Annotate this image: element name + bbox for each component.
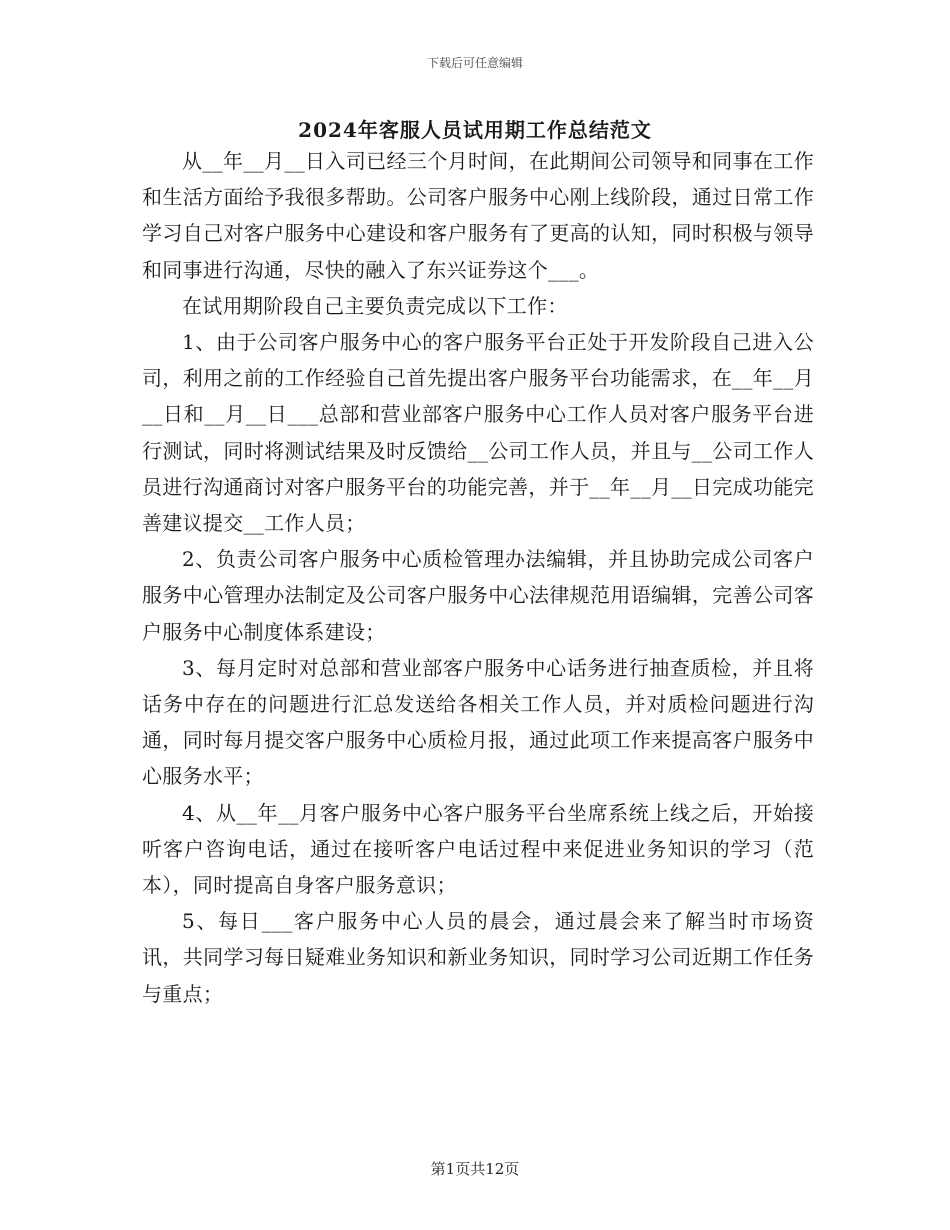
paragraph-duties-lead: 在试用期阶段自己主要负责完成以下工作： bbox=[182, 293, 568, 318]
document-title: 2024年客服人员试用期工作总结范文 bbox=[298, 118, 652, 142]
paragraph-intro: 从__年__月__日入司已经三个月时间，在此期间公司领导和同事在工作和生活方面给予我很多帮助。公司客户服务中心刚上线阶段，通过日常工作学习自己对客户服务中心建设和客户服务有了更高的认知，同时积极与领导和同事进行沟通，尽快的融入了东兴证券这个___。 bbox=[142, 149, 814, 282]
paragraph-item-3: 3、每月定时对总部和营业部客户服务中心话务进行抽查质检，并且将话务中存在的问题进行汇总发送给各相关工作人员，并对质检问题进行沟通，同时每月提交客户服务中心质检月报，通过此项工作来提高客户服务中心服务水平； bbox=[142, 655, 814, 789]
document-body bbox=[142, 143, 814, 1012]
paragraph-item-4: 4、从__年__月客户服务中心客户服务平台坐席系统上线之后，开始接听客户咨询电话，通过在接听客户电话过程中来促进业务知识的学习（范本），同时提高自身客户服务意识； bbox=[142, 800, 814, 898]
paragraph-item-2: 2、负责公司客户服务中心质检管理办法编辑，并且协助完成公司客户服务中心管理办法制定及公司客户服务中心法律规范用语编辑，完善公司客户服务中心制度体系建设； bbox=[142, 547, 814, 644]
page-number: 第1页共12页 bbox=[430, 1160, 520, 1178]
paragraph-item-5: 5、每日___客户服务中心人员的晨会，通过晨会来了解当时市场资讯，共同学习每日疑难业务知识和新业务知识，同时学习公司近期工作任务与重点； bbox=[142, 909, 814, 1006]
paragraph-item-1: 1、由于公司客户服务中心的客户服务平台正处于开发阶段自己进入公司，利用之前的工作经验自己首先提出客户服务平台功能需求，在__年__月__日和__月__日___总部和营业部客户服务中心工作人员对客户服务平台进行测试，同时将测试结果及时反馈给__公司工作人员，并且与__公司工作人员进行沟通商讨对客户服务平台的功能完善，并于__年__月__日完成功能完善建议提交__工作人员； bbox=[142, 330, 814, 536]
page-header-note: 下载后可任意编辑 bbox=[426, 56, 523, 70]
